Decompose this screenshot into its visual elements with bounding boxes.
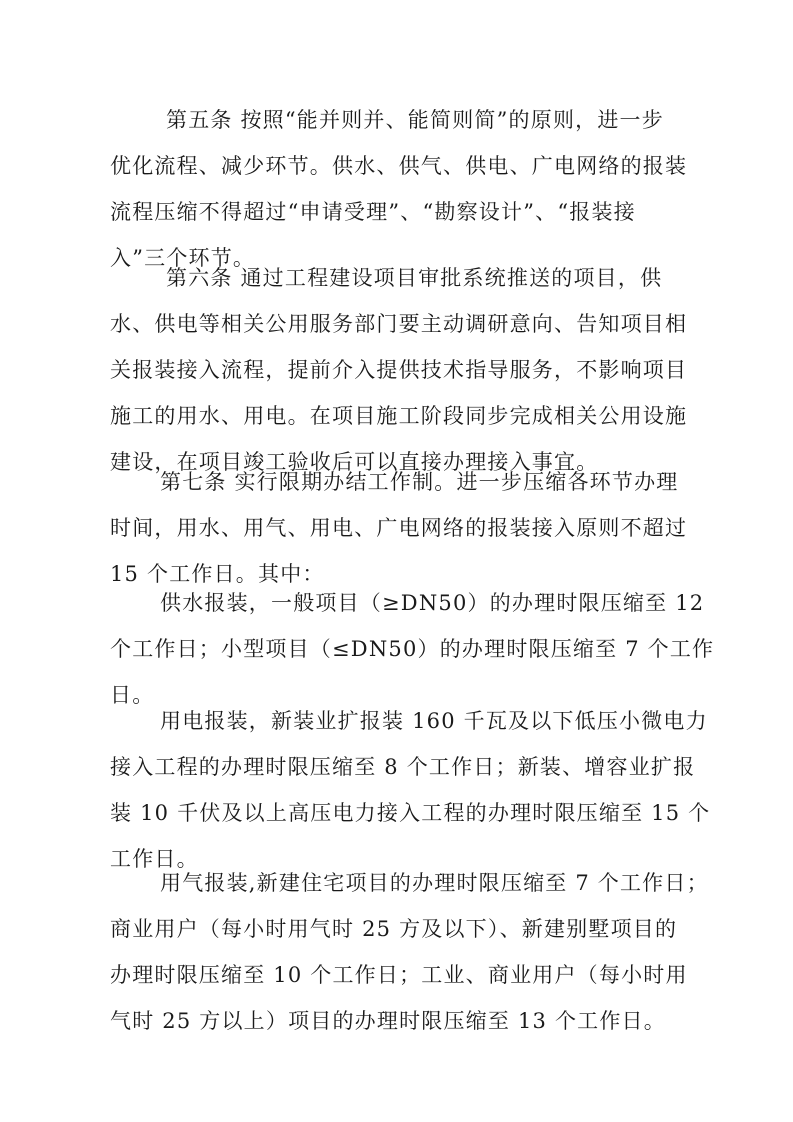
electricity-line-1: 用电报装，新装业扩报装 160 千瓦及以下低压小微电力 [160, 709, 708, 733]
gas-line-2: 商业用户（每小时用气时 25 方及以下）、新建别墅项目的 [110, 917, 678, 941]
article-6-line-3: 关报装接入流程，提前介入提供技术指导服务，不影响项目 [110, 358, 688, 382]
gas-paragraph [110, 860, 709, 1044]
article-6-line-2: 水、供电等相关公用服务部门要主动调研意向、告知项目相 [110, 312, 688, 336]
article-6-paragraph [110, 255, 690, 485]
water-supply-line-1: 供水报装，一般项目（≥DN50）的办理时限压缩至 12 [160, 591, 705, 615]
article-7-line-1: 第七条 实行限期办结工作制。进一步压缩各环节办理 [160, 470, 679, 494]
article-7-paragraph [110, 459, 690, 597]
article-6-line-4: 施工的用水、用电。在项目施工阶段同步完成相关公用设施 [110, 404, 688, 428]
electricity-line-2: 接入工程的办理时限压缩至 8 个工作日；新装、增容业扩报 [110, 755, 696, 779]
article-6-line-5: 建设，在项目竣工验收后可以直接办理接入事宜。 [110, 450, 599, 474]
article-5-line-3: 流程压缩不得超过“申请受理”、“勘察设计”、“报装接 [110, 200, 636, 224]
gas-line-4: 气时 25 方以上）项目的办理时限压缩至 13 个工作日。 [110, 1009, 666, 1033]
article-6-line-1: 第六条 通过工程建设项目审批系统推送的项目，供 [166, 266, 663, 290]
gas-line-1: 用气报装,新建住宅项目的办理时限压缩至 7 个工作日； [160, 871, 709, 895]
water-supply-line-3: 日。 [110, 683, 155, 707]
article-7-line-2: 时间，用水、用气、用电、广电网络的报装接入原则不超过 [110, 516, 688, 540]
article-5-line-4: 入”三个环节。 [110, 246, 256, 270]
electricity-line-3: 装 10 千伏及以上高压电力接入工程的办理时限压缩至 15 个 [110, 801, 711, 825]
gas-line-3: 办理时限压缩至 10 个工作日；工业、商业用户（每小时用 [110, 963, 688, 987]
electricity-line-4: 工作日。 [110, 847, 199, 871]
article-5-line-2: 优化流程、减少环节。供水、供气、供电、广电网络的报装 [110, 154, 688, 178]
article-5-paragraph [110, 97, 690, 281]
article-5-line-1: 第五条 按照“能并则并、能简则简”的原则，进一步 [166, 108, 664, 132]
article-7-line-3: 15 个工作日。其中： [110, 562, 325, 586]
electricity-paragraph [110, 698, 711, 882]
water-supply-line-2: 个工作日；小型项目（≤DN50）的办理时限压缩至 7 个工作 [110, 637, 715, 661]
